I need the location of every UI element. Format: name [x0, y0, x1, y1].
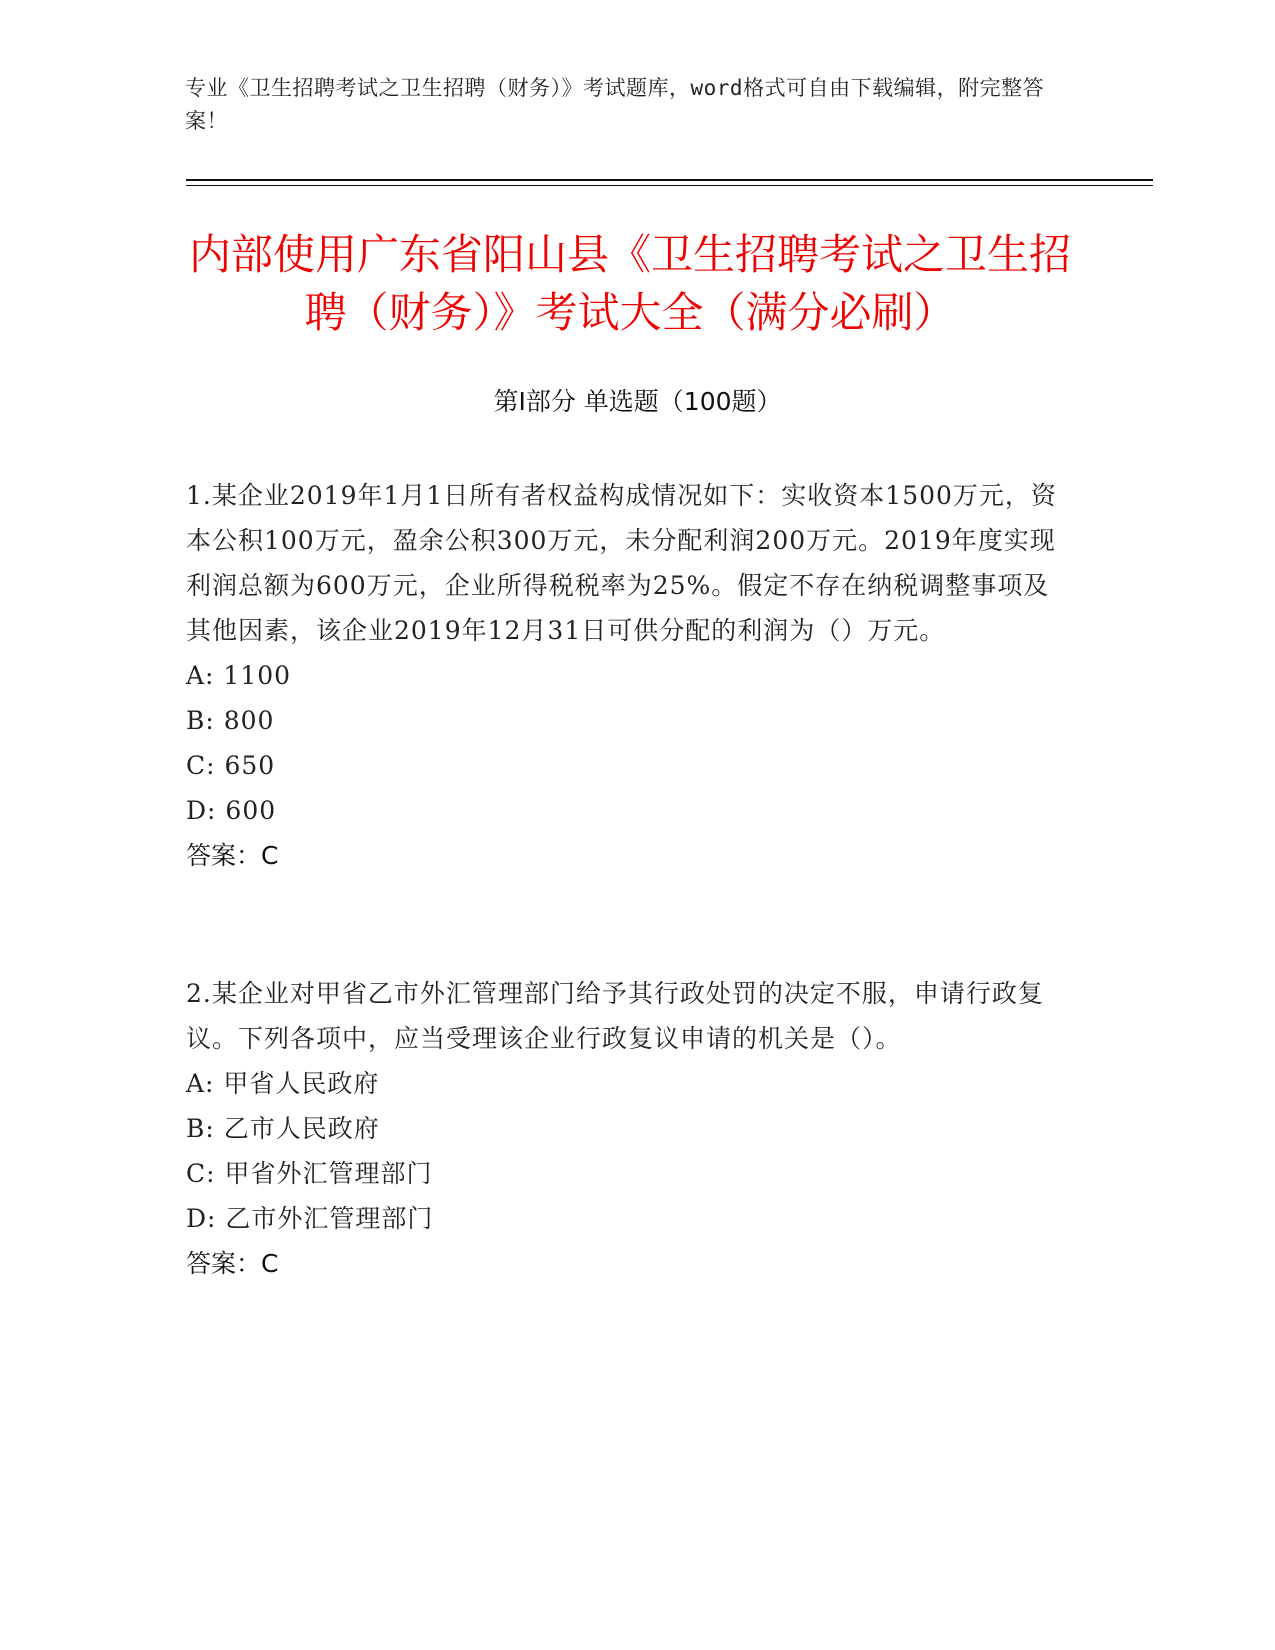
option-b: B: 乙市人民政府	[186, 1114, 380, 1143]
option-c: C: 甲省外汇管理部门	[186, 1159, 433, 1188]
section-heading: 第Ⅰ部分 单选题（100题）	[493, 387, 782, 416]
option-a: A: 甲省人民政府	[186, 1069, 380, 1098]
option-d: D: 乙市外汇管理部门	[186, 1204, 434, 1233]
option-d: D: 600	[186, 796, 277, 825]
option-a: A: 1100	[186, 661, 292, 690]
answer: 答案：C	[186, 1249, 279, 1278]
answer: 答案：C	[186, 841, 279, 870]
header-divider-thin	[186, 185, 1153, 186]
header-note: 专业《卫生招聘考试之卫生招聘（财务）》考试题库，word格式可自由下载编辑，附完整答案！	[185, 76, 1045, 133]
document-title: 内部使用广东省阳山县《卫生招聘考试之卫生招聘（财务）》考试大全（满分必刷）	[188, 230, 1071, 337]
option-b: B: 800	[186, 706, 275, 735]
option-c: C: 650	[186, 751, 276, 780]
header-divider-thick	[186, 179, 1153, 181]
question-stem: 1.某企业2019年1月1日所有者权益构成情况如下：实收资本1500万元，资本公积100万元，盈余公积300万元，未分配利润200万元。2019年度实现利润总额为600万元，企业所得税税率为25%。假定不存在纳税调整事项及其他因素，该企业2019年12月31日可供分配的利润为（）万元。	[186, 481, 1057, 645]
question-stem: 2.某企业对甲省乙市外汇管理部门给予其行政处罚的决定不服，申请行政复议。下列各项中，应当受理该企业行政复议申请的机关是（）。	[186, 979, 1044, 1053]
question-1	[186, 473, 1066, 878]
question-2	[186, 971, 1066, 1286]
